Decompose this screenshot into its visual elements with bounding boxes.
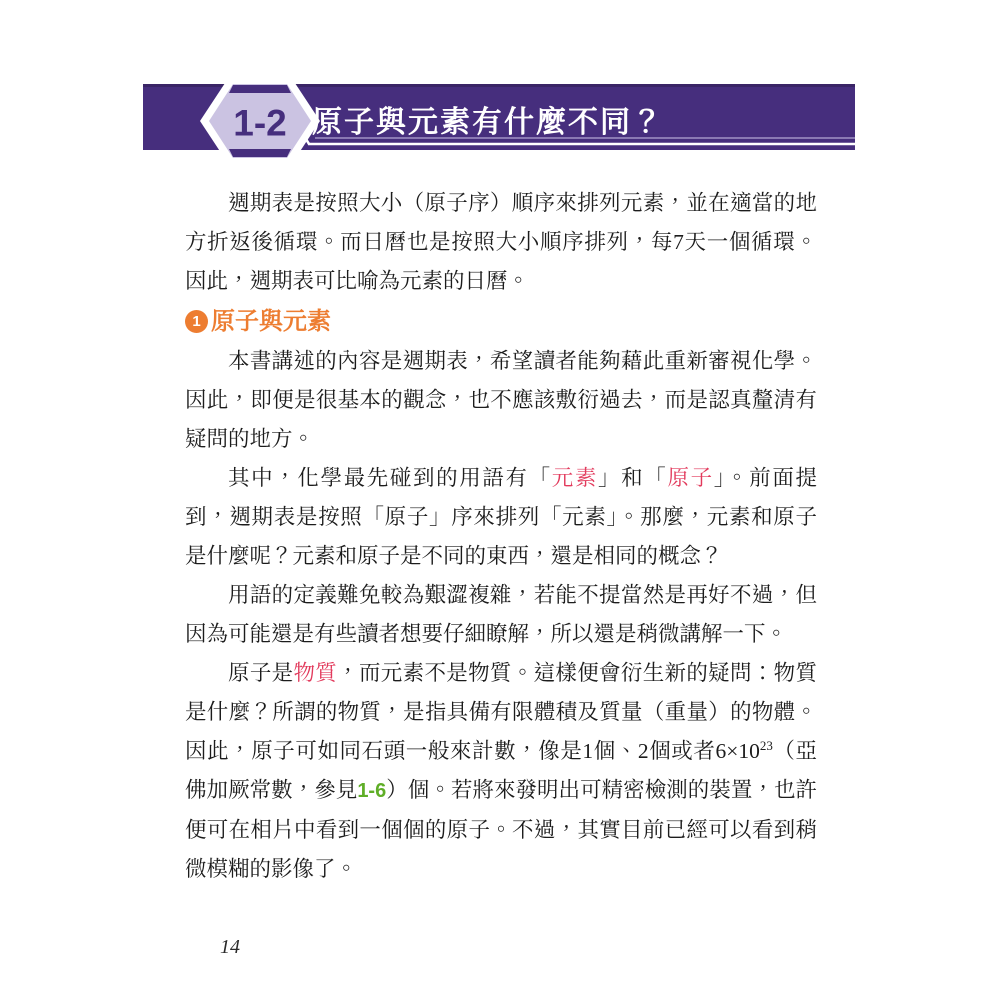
text-segment: 原子是: [228, 661, 294, 685]
page-title: 原子與元素有什麼不同？: [312, 105, 664, 139]
section-heading-label: 原子與元素: [211, 308, 331, 335]
paragraph: [185, 654, 817, 889]
text-segment: ，而元素不是物質。這樣便會衍生新的疑問：物質是什麼？所謂的物質，是指具備有限體積及質量（重量）的物體。因此，原子可如同石頭一般來計數，像是1個、2個或者6×10: [185, 661, 817, 763]
text-segment: （亞佛加厥常數，參見: [185, 739, 817, 802]
circled-1-icon: 1: [185, 310, 208, 333]
text-segment: 其中，化學最先碰到的用語有「: [228, 466, 552, 490]
page-number: 14: [220, 936, 240, 958]
section-number-label: 1-2: [233, 102, 287, 144]
text-segment-red: 物質: [293, 661, 338, 685]
paragraph: [185, 342, 817, 459]
text-segment: ）個。若將來發明出可精密檢測的裝置，也許便可在相片中看到一個個的原子。不過，其實目前已經可以看到稍微模糊的影像了。: [185, 778, 817, 881]
body-text: [185, 184, 817, 889]
section-number-hexagon-badge: [200, 77, 320, 165]
text-segment: 」。前面提到，週期表是按照「原子」序來排列「元素」。那麼，元素和原子是什麼呢？元素和原子是不同的東西，還是相同的概念？: [185, 466, 817, 568]
text-segment-green: 1-6: [357, 780, 387, 802]
text-segment-red: 元素: [551, 466, 599, 490]
text-segment: 」和「: [598, 466, 668, 490]
paragraph: [185, 184, 817, 301]
text-segment: 用語的定義難免較為艱澀複雜，若能不提當然是再好不過，但因為可能還是有些讀者想要仔細瞭解，所以還是稍微講解一下。: [185, 583, 817, 646]
text-segment-sup: 23: [759, 737, 773, 753]
section-paragraphs: [185, 342, 817, 889]
paragraph: [185, 576, 817, 654]
text-segment-red: 原子: [667, 466, 714, 490]
text-segment: 週期表是按照大小（原子序）順序來排列元素，並在適當的地方折返後循環。而日曆也是按照大小順序排列，每7天一個循環。因此，週期表可比喻為元素的日曆。: [185, 191, 817, 293]
paragraph: [185, 459, 817, 576]
text-segment: 本書講述的內容是週期表，希望讀者能夠藉此重新審視化學。因此，即便是很基本的觀念，也不應該敷衍過去，而是認真釐清有疑問的地方。: [185, 349, 817, 451]
intro-paragraphs: [185, 184, 817, 301]
chapter-banner: [143, 84, 855, 150]
section-heading: [185, 301, 817, 342]
